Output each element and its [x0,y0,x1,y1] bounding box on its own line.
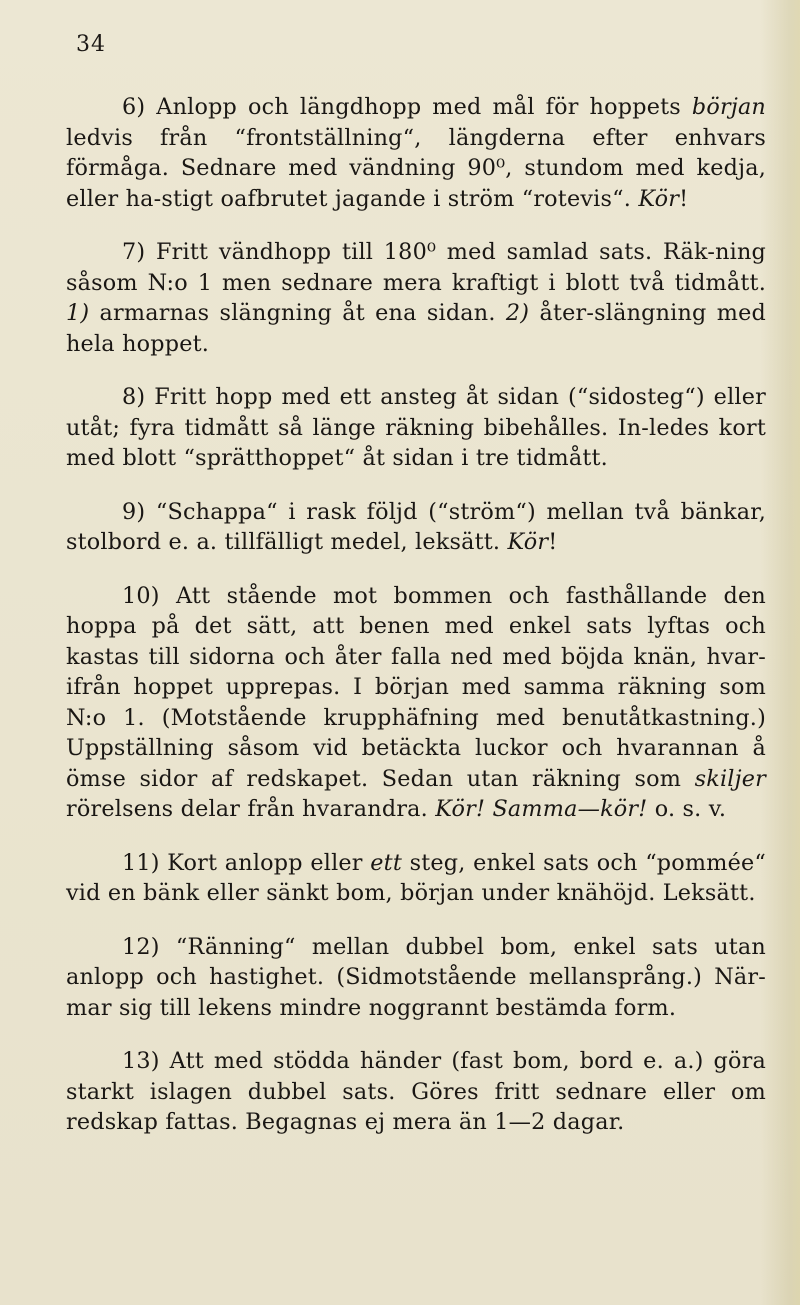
paragraph-text: 9) “Schappa“ i rask följd (“ström“) mellan två bänkar, stolbord e. a. tillfälligt medel, leksätt. [66,498,766,555]
italic-text: 2) [505,300,530,326]
paragraph-text: åter-slängning med hela hoppet. [66,300,766,357]
paragraph-text: steg, enkel sats och “pommée“ vid en bänk eller sänkt bom, början under knähöjd. Leksätt. [66,849,766,906]
paragraph-9 [66,497,766,558]
paragraph-text: ledvis från “frontställning“, längderna efter enhvars förmåga. Sednare med vändning 90⁰, stundom med kedja, eller ha-stigt oafbrutet jagande i ström “rotevis“. [66,124,766,212]
paragraph-6 [66,92,766,214]
paragraph-text: ! [679,185,689,212]
paragraph-7 [66,237,766,359]
page-body [66,92,766,1161]
paragraph-text: 12) “Ränning“ mellan dubbel bom, enkel sats utan anlopp och hastighet. (Sidmotstående mellansprång.) När-mar sig till lekens mindre noggrannt bestämda form. [66,933,766,1021]
paragraph-text: 7) Fritt vändhopp till 180⁰ med samlad sats. Räk-ning såsom N:o 1 men sednare mera kraftigt i blott två tidmått. [66,239,766,296]
paragraph-text: 10) Att stående mot bommen och fasthållande den hoppa på det sätt, att benen med enkel sats lyftas och kastas till sidorna och åter falla ned med böjda knän, hvar-ifrån hoppet upprepas. I början med samma räkning som N:o 1. (Motstående krupphäfning med benutåtkastning.) Uppställning såsom vid betäckta luckor och hvarannan å ömse sidor af redskapet. Sedan utan räkning som [66,582,766,792]
italic-text: Kör [638,185,680,212]
italic-text: skiljer [694,765,766,792]
paragraph-text: armarnas slängning åt ena sidan. [89,300,506,326]
italic-text: ett [370,849,402,876]
paragraph-text: rörelsens delar från hvarandra. [66,796,436,822]
paragraph-text: 8) Fritt hopp med ett ansteg åt sidan (“sidosteg“) eller utåt; fyra tidmått så länge räkning bibehålles. In-ledes kort med blott “sprätthoppet“ åt sidan i tre tidmått. [66,384,766,471]
italic-text: Kör [507,529,549,555]
italic-text: början [691,94,766,120]
paragraph-10 [66,581,766,825]
paragraph-text: 11) Kort anlopp eller [122,849,371,876]
paragraph-text: 13) Att med stödda händer (fast bom, bord e. a.) göra starkt islagen dubbel sats. Göres fritt sednare eller om redskap fattas. Begagnas ej mera än 1—2 dagar. [66,1048,766,1135]
paragraph-8 [66,382,766,474]
paragraph-11 [66,848,766,909]
paragraph-text: 6) Anlopp och längdhopp med mål för hoppets [122,94,692,120]
page-number: 34 [76,32,106,57]
italic-text: 1) [66,300,90,326]
paragraph-text: ! [548,529,558,555]
paragraph-12 [66,932,766,1024]
paragraph-13 [66,1046,766,1138]
paragraph-text: o. s. v. [647,796,727,822]
italic-text: Kör! Samma—kör! [435,796,648,822]
